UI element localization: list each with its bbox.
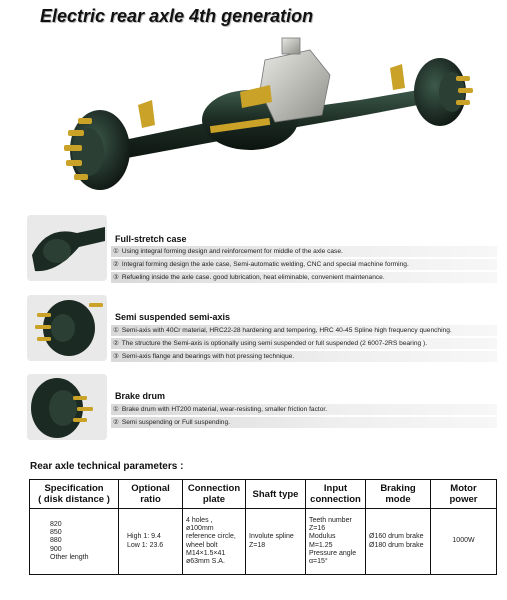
bullet-item: ② Semi suspending or Full suspending. [111, 417, 497, 428]
table-cell-shaft-type: Involute spline Z=18 [246, 509, 306, 575]
section-full-stretch-case [27, 215, 497, 281]
section-semi-axis [27, 295, 497, 361]
table-header-row [30, 480, 497, 509]
bullet-item: ③ Semi-axis flange and bearings with hot pressing technique. [111, 351, 497, 362]
page-title: Electric rear axle 4th generation [40, 6, 314, 26]
table-cell-motor-power: 1000W [431, 509, 497, 575]
section-bullets [111, 325, 497, 364]
bullet-item: ② Integral forming design the axle case, Semi-automatic welding, CNC and special machine forming. [111, 259, 497, 270]
column-header: Connection plate [183, 480, 246, 509]
column-header: Braking mode [366, 480, 431, 509]
table-cell-specification: 820 850 880 900 Other length [30, 509, 119, 575]
brake-drum-thumbnail [27, 374, 107, 440]
bullet-item: ① Using integral forming design and reinforcement for middle of the axle case. [111, 246, 497, 257]
column-header: Specification ( disk distance ) [30, 480, 119, 509]
rear-axle-hero-image [60, 30, 480, 200]
table-cell-ratio: High 1: 9.4 Low 1: 23.6 [119, 509, 183, 575]
params-title: Rear axle technical parameters : [30, 461, 184, 472]
table-cell-braking-mode: Ø160 drum brake Ø180 drum brake [366, 509, 431, 575]
section-title: Full-stretch case [115, 234, 187, 244]
section-bullets [111, 246, 497, 285]
column-header: Optional ratio [119, 480, 183, 509]
column-header: Input connection [306, 480, 366, 509]
bullet-item: ③ Refueling inside the axle case. good lubrication, heat eliminable, convenient maintenance. [111, 272, 497, 283]
column-header: Shaft type [246, 480, 306, 509]
bullet-item: ② The structure the Semi-axis is optionally using semi suspended or full suspended (2 6007-2RS bearing ). [111, 338, 497, 349]
table-row [30, 509, 497, 575]
semi-axis-thumbnail [27, 295, 107, 361]
section-title: Semi suspended semi-axis [115, 312, 231, 322]
axle-case-thumbnail [27, 215, 107, 281]
table-cell-input-connection: Teeth number Z=16 Modulus M=1.25 Pressure angle α=15° [306, 509, 366, 575]
column-header: Motor power [431, 480, 497, 509]
section-title: Brake drum [115, 391, 166, 401]
technical-parameters-table [29, 479, 497, 575]
section-bullets [111, 404, 497, 430]
bullet-item: ① Brake drum with HT200 material, wear-resisting, smaller friction factor. [111, 404, 497, 415]
table-cell-connection-plate: 4 holes , ø100mm reference circle, wheel bolt M14×1.5×41 ø63mm S.A. [183, 509, 246, 575]
section-brake-drum [27, 374, 497, 440]
bullet-item: ① Semi-axis with 40Cr material, HRC22-28 hardening and tempering, HRC 40-45 Spline high frequency quenching. [111, 325, 497, 336]
